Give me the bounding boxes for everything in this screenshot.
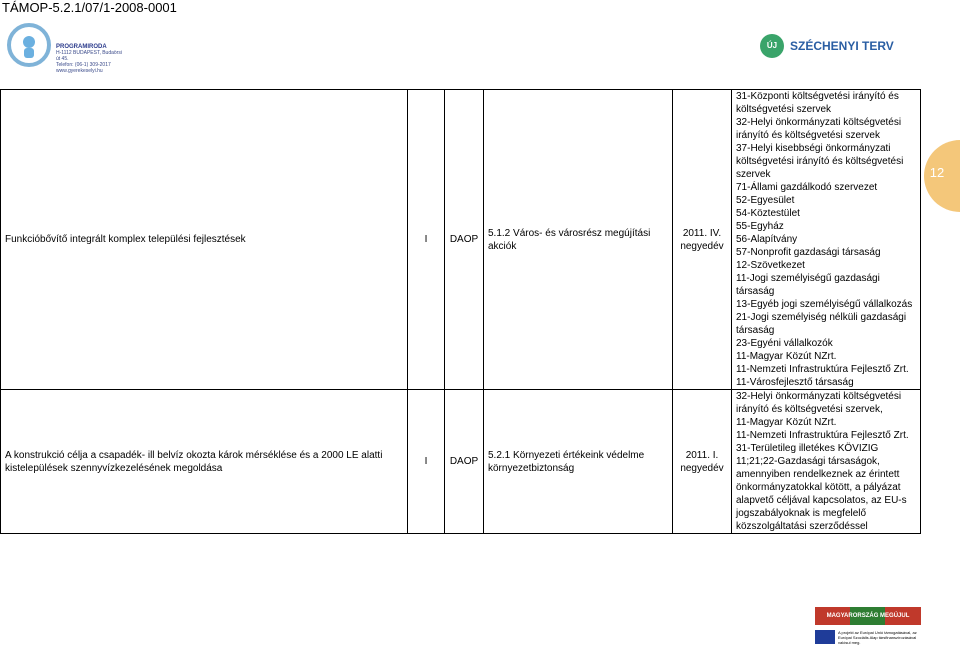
project-cell: Funkcióbővítő integrált komplex települési fejlesztések bbox=[1, 90, 408, 390]
table-row bbox=[1, 90, 921, 390]
beneficiary-item: 11-Nemzeti Infrastruktúra Fejlesztő Zrt. bbox=[736, 364, 909, 375]
project-table bbox=[0, 89, 921, 534]
beneficiary-item: 11-Nemzeti Infrastruktúra Fejlesztő Zrt. bbox=[736, 430, 909, 441]
beneficiary-item: 54-Köztestület bbox=[736, 208, 800, 219]
program-cell: DAOP bbox=[445, 390, 484, 534]
program-office-web: www.gyerekeselyi.hu bbox=[56, 68, 103, 74]
measure-cell: 5.1.2 Város- és városrész megújítási akciók bbox=[484, 90, 673, 390]
beneficiary-item: 31-Központi költségvetési irányító és költségvetési szervek bbox=[736, 91, 899, 115]
page-number: 12 bbox=[929, 165, 945, 180]
table-row bbox=[1, 390, 921, 534]
program-cell: DAOP bbox=[445, 90, 484, 390]
deadline-cell: 2011. I. negyedév bbox=[673, 390, 732, 534]
beneficiaries-cell bbox=[732, 390, 921, 534]
beneficiary-item: 71-Állami gazdálkodó szervezet bbox=[736, 182, 878, 193]
deadline-cell: 2011. IV. negyedév bbox=[673, 90, 732, 390]
beneficiary-item: 23-Egyéni vállalkozók bbox=[736, 338, 833, 349]
beneficiary-item: 11-Jogi személyiségű gazdasági társaság bbox=[736, 273, 880, 297]
measure-cell: 5.2.1 Környezeti értékeink védelme környezetbiztonság bbox=[484, 390, 673, 534]
beneficiary-item: 11-Városfejlesztő társaság bbox=[736, 377, 854, 388]
beneficiary-item: 21-Jogi személyiség nélküli gazdasági társaság bbox=[736, 312, 907, 336]
beneficiary-item: 37-Helyi kisebbségi önkormányzati költségvetési irányító és költségvetési szervek bbox=[736, 143, 904, 180]
beneficiary-item: 11-Magyar Közút NZrt. bbox=[736, 351, 837, 362]
priority-cell: I bbox=[408, 90, 445, 390]
szechenyi-terv-label: SZÉCHENYI TERV bbox=[790, 39, 894, 53]
project-cell: A konstrukció célja a csapadék- ill belvíz okozta károk mérséklése és a 2000 LE alatti kistelepülések szennyvízkezelésének megoldása bbox=[1, 390, 408, 534]
beneficiary-item: 57-Nonprofit gazdasági társaság bbox=[736, 247, 881, 258]
program-office-phone: Telefon: (06-1) 309-2017 bbox=[56, 62, 111, 68]
beneficiary-item: 55-Egyház bbox=[736, 221, 784, 232]
program-office-logo bbox=[6, 22, 126, 74]
eu-funding-text: A projekt az Európai Unió támogatásával, az Európai Szociális Alap társfinanszírozásával valósul meg. bbox=[838, 630, 917, 645]
beneficiary-item: 11;21;22-Gazdasági társaságok, amennyiben rendelkeznek az érintett önkormányzatokkal kötött, a pályázat alapvető céljával kapcsolatos, az EU-s jogszabályoknak is megfelelő közszolgáltatási szerződéssel bbox=[736, 456, 907, 532]
program-office-title: PROGRAMIRODA bbox=[56, 44, 107, 50]
beneficiary-item: 32-Helyi önkormányzati költségvetési irányító és költségvetési szervek bbox=[736, 117, 902, 141]
beneficiaries-cell bbox=[732, 90, 921, 390]
beneficiary-item: 13-Egyéb jogi személyiségű vállalkozás bbox=[736, 299, 913, 310]
beneficiary-item: 31-Területileg illetékes KÖVIZIG bbox=[736, 443, 879, 454]
eu-flag-icon bbox=[815, 630, 835, 644]
uj-circle-icon: ÚJ bbox=[760, 34, 784, 58]
beneficiary-item: 56-Alapítvány bbox=[736, 234, 798, 245]
beneficiary-item: 32-Helyi önkormányzati költségvetési irányító és költségvetési szervek, bbox=[736, 391, 902, 415]
magyarorszag-megujul-banner: MAGYARORSZÁG MEGÚJUL bbox=[815, 607, 921, 625]
beneficiary-item: 11-Magyar Közút NZrt. bbox=[736, 417, 837, 428]
program-office-emblem-icon bbox=[6, 22, 52, 68]
beneficiary-item: 52-Egyesület bbox=[736, 195, 795, 206]
uj-szechenyi-terv-logo bbox=[760, 34, 920, 64]
document-code: TÁMOP-5.2.1/07/1-2008-0001 bbox=[2, 0, 177, 15]
page-number-badge bbox=[924, 140, 960, 212]
program-office-address: H-1112 BUDAPEST, Budaörsi út 45. bbox=[56, 50, 122, 62]
priority-cell: I bbox=[408, 390, 445, 534]
beneficiary-item: 12-Szövetkezet bbox=[736, 260, 805, 271]
